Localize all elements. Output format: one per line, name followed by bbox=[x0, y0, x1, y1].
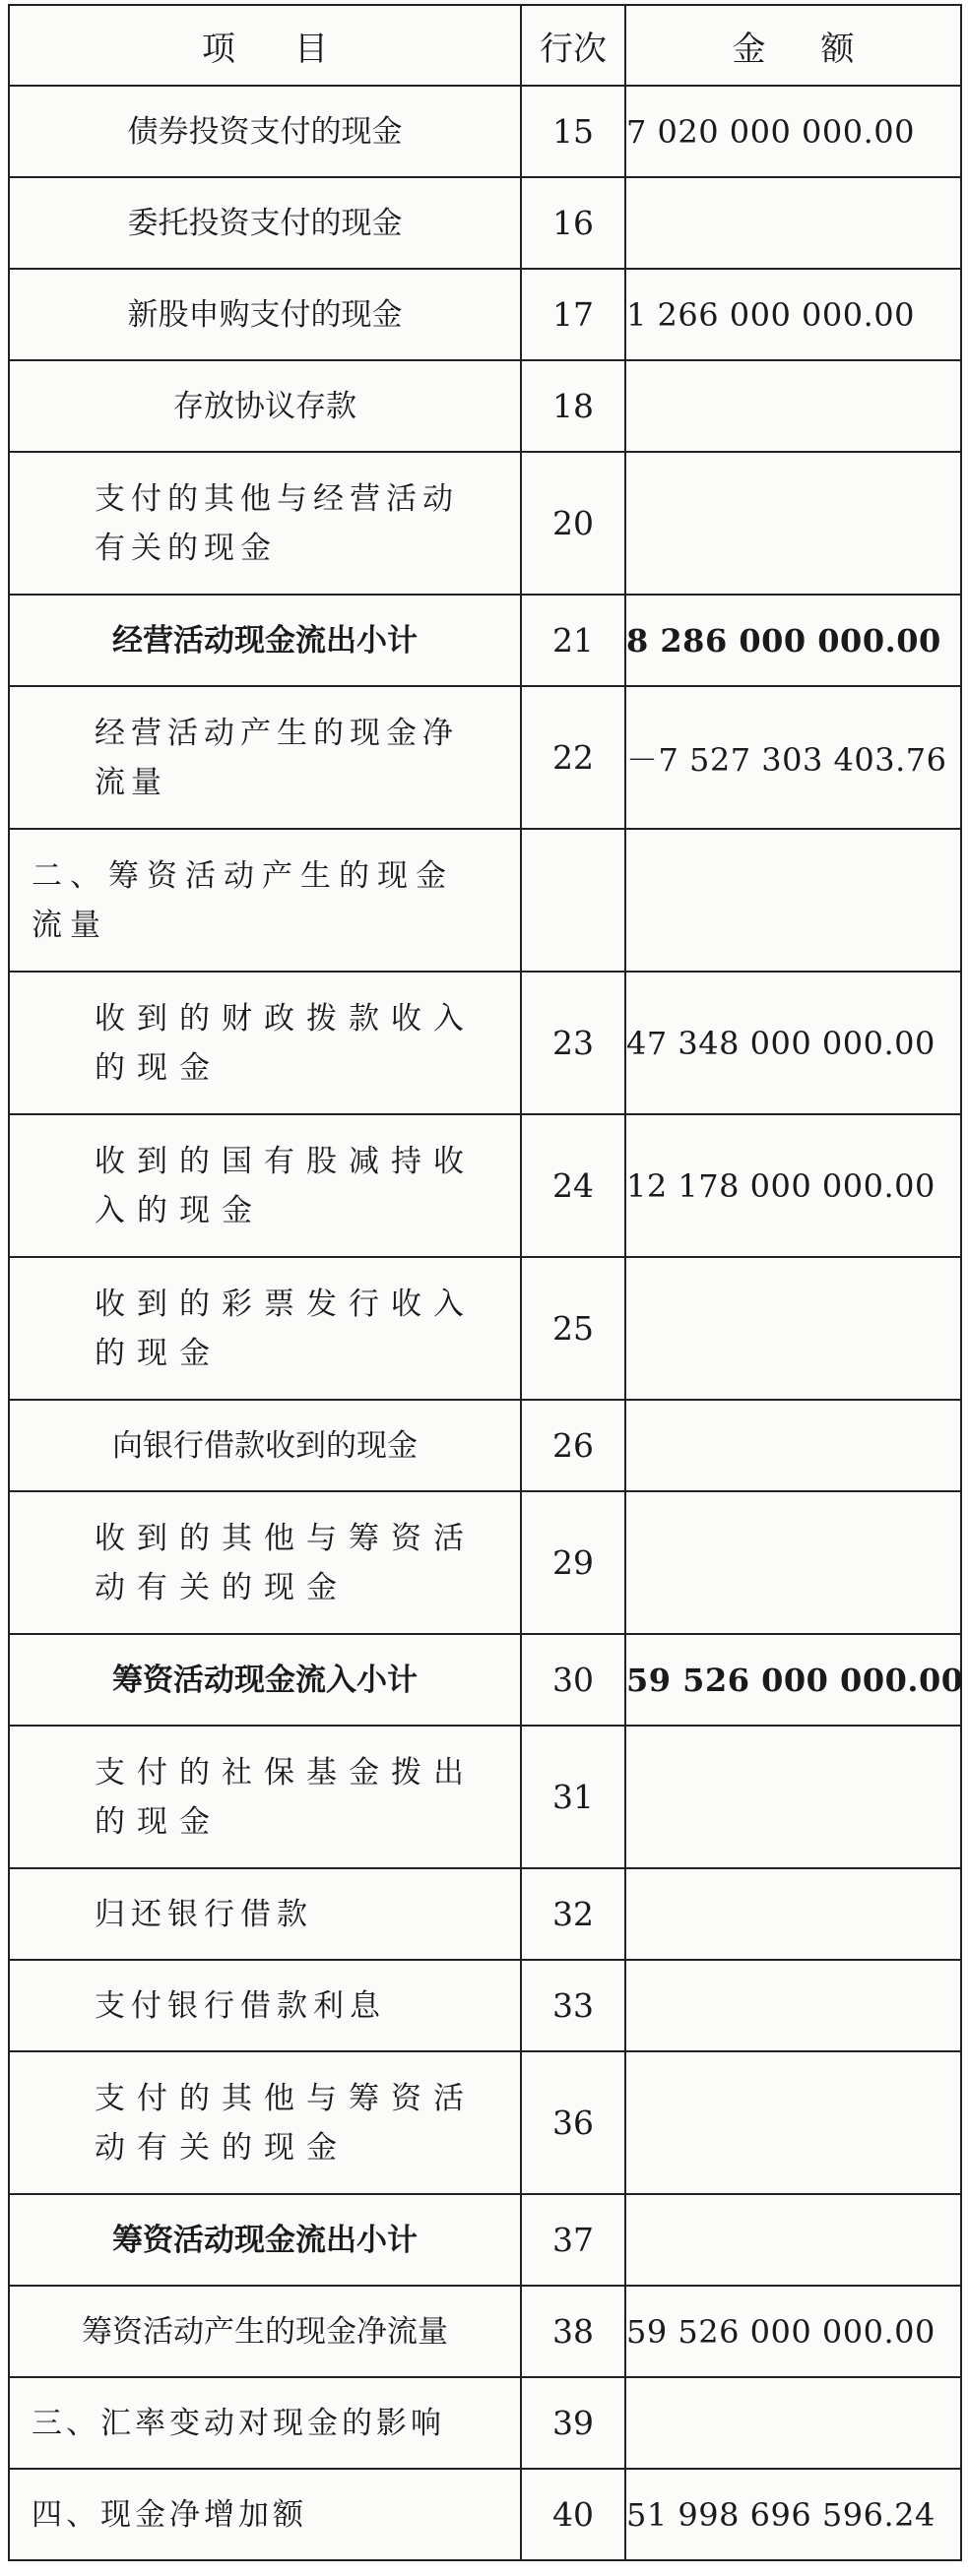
row-item: 支付的社保基金拨出的现金 bbox=[9, 1726, 521, 1868]
table-row bbox=[9, 177, 961, 269]
row-line-number: 32 bbox=[521, 1868, 625, 1960]
row-line-number: 21 bbox=[521, 595, 625, 686]
row-item: 筹资活动现金流出小计 bbox=[9, 2194, 521, 2286]
row-amount: 51 998 696 596.24 bbox=[625, 2469, 961, 2560]
table-row bbox=[9, 1114, 961, 1257]
table-row bbox=[9, 86, 961, 177]
row-amount: 7 020 000 000.00 bbox=[625, 86, 961, 177]
row-line-number: 40 bbox=[521, 2469, 625, 2560]
row-item: 收到的彩票发行收入的现金 bbox=[9, 1257, 521, 1400]
table-row bbox=[9, 269, 961, 360]
section-heading-row bbox=[9, 829, 961, 972]
row-item: 归还银行借款 bbox=[9, 1868, 521, 1960]
section-heading-row bbox=[9, 2469, 961, 2560]
row-item: 支付银行借款利息 bbox=[9, 1960, 521, 2051]
row-amount bbox=[625, 1868, 961, 1960]
table-row bbox=[9, 1491, 961, 1634]
row-amount bbox=[625, 829, 961, 972]
item-column-header: 项目 bbox=[9, 5, 521, 86]
row-amount: 47 348 000 000.00 bbox=[625, 972, 961, 1114]
row-line-number: 25 bbox=[521, 1257, 625, 1400]
amount-column-header: 金额 bbox=[625, 5, 961, 86]
table-row bbox=[9, 1726, 961, 1868]
row-amount bbox=[625, 1726, 961, 1868]
line-number-column-header: 行次 bbox=[521, 5, 625, 86]
row-item: 三、汇率变动对现金的影响 bbox=[9, 2377, 521, 2469]
row-amount bbox=[625, 1257, 961, 1400]
row-line-number: 36 bbox=[521, 2051, 625, 2194]
row-item: 筹资活动产生的现金净流量 bbox=[9, 2286, 521, 2377]
cash-flow-statement-page bbox=[8, 0, 964, 2564]
row-amount bbox=[625, 177, 961, 269]
table-row bbox=[9, 1960, 961, 2051]
table-row bbox=[9, 1868, 961, 1960]
row-line-number: 18 bbox=[521, 360, 625, 452]
table-row bbox=[9, 1257, 961, 1400]
row-amount bbox=[625, 1491, 961, 1634]
row-item: 债券投资支付的现金 bbox=[9, 86, 521, 177]
row-item: 筹资活动现金流入小计 bbox=[9, 1634, 521, 1726]
row-amount bbox=[625, 2051, 961, 2194]
row-amount: 59 526 000 000.00 bbox=[625, 1634, 961, 1726]
row-amount: 59 526 000 000.00 bbox=[625, 2286, 961, 2377]
table-row bbox=[9, 972, 961, 1114]
row-item: 委托投资支付的现金 bbox=[9, 177, 521, 269]
row-line-number: 16 bbox=[521, 177, 625, 269]
table-row bbox=[9, 1400, 961, 1491]
table-row bbox=[9, 686, 961, 829]
table-header-row bbox=[9, 5, 961, 86]
table-row bbox=[9, 452, 961, 595]
row-item: 新股申购支付的现金 bbox=[9, 269, 521, 360]
row-item: 四、现金净增加额 bbox=[9, 2469, 521, 2560]
subtotal-row bbox=[9, 2194, 961, 2286]
row-item: 存放协议存款 bbox=[9, 360, 521, 452]
row-line-number: 38 bbox=[521, 2286, 625, 2377]
row-line-number: 24 bbox=[521, 1114, 625, 1257]
table-row bbox=[9, 2051, 961, 2194]
row-line-number bbox=[521, 829, 625, 972]
row-item: 向银行借款收到的现金 bbox=[9, 1400, 521, 1491]
cash-flow-table bbox=[8, 4, 962, 2561]
row-amount: 12 178 000 000.00 bbox=[625, 1114, 961, 1257]
row-item: 收到的国有股减持收入的现金 bbox=[9, 1114, 521, 1257]
subtotal-row bbox=[9, 595, 961, 686]
row-item: 收到的财政拨款收入的现金 bbox=[9, 972, 521, 1114]
row-item: 收到的其他与筹资活动有关的现金 bbox=[9, 1491, 521, 1634]
row-line-number: 29 bbox=[521, 1491, 625, 1634]
row-amount bbox=[625, 2377, 961, 2469]
row-line-number: 15 bbox=[521, 86, 625, 177]
table-row bbox=[9, 2286, 961, 2377]
row-line-number: 30 bbox=[521, 1634, 625, 1726]
row-line-number: 17 bbox=[521, 269, 625, 360]
row-amount bbox=[625, 452, 961, 595]
row-item: 支付的其他与经营活动有关的现金 bbox=[9, 452, 521, 595]
row-amount: －7 527 303 403.76 bbox=[625, 686, 961, 829]
row-line-number: 31 bbox=[521, 1726, 625, 1868]
row-line-number: 39 bbox=[521, 2377, 625, 2469]
row-item: 经营活动产生的现金净流量 bbox=[9, 686, 521, 829]
row-line-number: 33 bbox=[521, 1960, 625, 2051]
row-amount bbox=[625, 1400, 961, 1491]
row-amount: 1 266 000 000.00 bbox=[625, 269, 961, 360]
row-item: 经营活动现金流出小计 bbox=[9, 595, 521, 686]
row-line-number: 26 bbox=[521, 1400, 625, 1491]
row-item: 二、筹资活动产生的现金流量 bbox=[9, 829, 521, 972]
row-amount: 8 286 000 000.00 bbox=[625, 595, 961, 686]
subtotal-row bbox=[9, 1634, 961, 1726]
row-amount bbox=[625, 2194, 961, 2286]
row-amount bbox=[625, 1960, 961, 2051]
row-amount bbox=[625, 360, 961, 452]
row-item: 支付的其他与筹资活动有关的现金 bbox=[9, 2051, 521, 2194]
row-line-number: 20 bbox=[521, 452, 625, 595]
section-heading-row bbox=[9, 2377, 961, 2469]
row-line-number: 37 bbox=[521, 2194, 625, 2286]
row-line-number: 23 bbox=[521, 972, 625, 1114]
row-line-number: 22 bbox=[521, 686, 625, 829]
table-row bbox=[9, 360, 961, 452]
